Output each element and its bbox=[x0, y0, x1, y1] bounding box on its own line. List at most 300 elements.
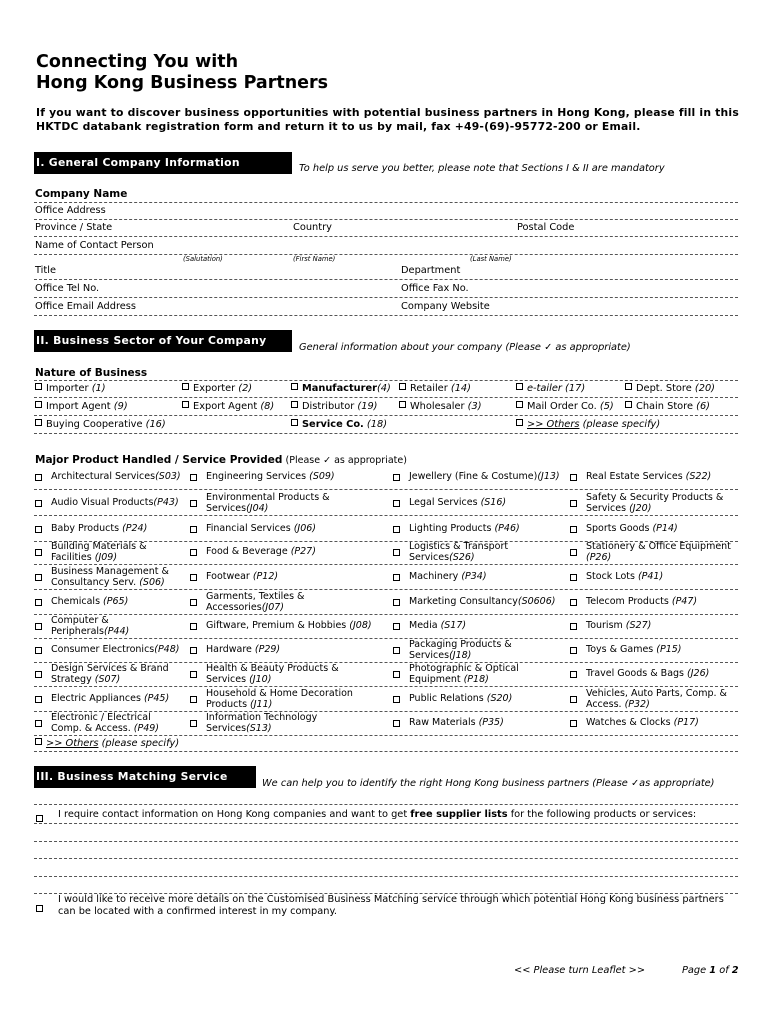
product-option[interactable] bbox=[35, 711, 185, 735]
checkbox[interactable] bbox=[570, 500, 577, 507]
product-label bbox=[51, 638, 183, 662]
product-option[interactable] bbox=[35, 491, 185, 515]
product-option[interactable] bbox=[190, 687, 380, 711]
product-code: (S16) bbox=[480, 497, 507, 509]
product-name: Baby Products bbox=[51, 523, 123, 535]
product-option[interactable] bbox=[393, 711, 565, 735]
product-text bbox=[51, 523, 147, 535]
product-name: Sports Goods bbox=[586, 523, 653, 535]
product-code: (S0606) bbox=[517, 596, 556, 608]
product-code: (P32) bbox=[624, 699, 650, 710]
product-code: (S09) bbox=[309, 471, 335, 483]
product-text bbox=[51, 693, 169, 705]
checkbox[interactable] bbox=[190, 549, 197, 556]
fax-label: Office Fax No. bbox=[401, 283, 469, 294]
section-1-note: To help us serve you better, please note that Sections I & II are mandatory bbox=[299, 163, 665, 174]
section-3-heading: III. Business Matching Service bbox=[34, 766, 256, 788]
products-row-divider bbox=[34, 489, 738, 490]
product-code: (P15) bbox=[656, 644, 682, 656]
products-row-divider bbox=[34, 515, 738, 516]
product-name: Footwear bbox=[206, 571, 253, 583]
checkbox[interactable] bbox=[399, 383, 406, 390]
checkbox[interactable] bbox=[35, 500, 42, 507]
checkbox[interactable] bbox=[35, 401, 42, 408]
product-option[interactable] bbox=[570, 638, 740, 662]
page-title bbox=[36, 52, 328, 94]
product-label bbox=[586, 638, 738, 662]
product-code: (P46) bbox=[494, 523, 520, 535]
product-option[interactable] bbox=[393, 465, 565, 489]
matching-service-checkbox[interactable] bbox=[36, 905, 43, 912]
product-label bbox=[409, 711, 563, 735]
checkbox[interactable] bbox=[35, 474, 42, 481]
product-option[interactable] bbox=[190, 465, 380, 489]
checkbox[interactable] bbox=[182, 383, 189, 390]
checkbox[interactable] bbox=[190, 720, 197, 727]
checkbox[interactable] bbox=[35, 526, 42, 533]
product-name: Hardware bbox=[206, 644, 255, 656]
checkbox[interactable] bbox=[291, 401, 298, 408]
product-name: Environmental Products & Services bbox=[206, 491, 330, 514]
product-label bbox=[206, 491, 378, 515]
product-name: Tourism bbox=[586, 620, 626, 632]
product-option[interactable] bbox=[35, 638, 185, 662]
product-option[interactable] bbox=[35, 565, 185, 589]
product-option[interactable] bbox=[190, 614, 380, 638]
product-name: Safety & Security Products & Services bbox=[586, 491, 724, 514]
product-name: Telecom Products bbox=[586, 596, 672, 608]
product-code: (J08) bbox=[349, 620, 372, 632]
product-option[interactable] bbox=[570, 711, 740, 735]
product-code: (P12) bbox=[252, 571, 279, 583]
product-code: (P41) bbox=[637, 571, 664, 583]
checkbox[interactable] bbox=[190, 671, 197, 678]
department-label: Department bbox=[401, 265, 461, 276]
product-name: Garments, Textiles & Accessories bbox=[206, 590, 305, 613]
tel-fax-field[interactable] bbox=[34, 297, 738, 298]
product-text bbox=[409, 639, 563, 662]
product-text bbox=[51, 712, 183, 735]
product-name: Lighting Products bbox=[409, 523, 495, 535]
product-text bbox=[586, 688, 738, 711]
checkbox[interactable] bbox=[393, 526, 400, 533]
checkbox[interactable] bbox=[35, 720, 42, 727]
product-text bbox=[51, 497, 179, 509]
product-name: Watches & Clocks bbox=[586, 717, 674, 729]
product-label bbox=[409, 565, 563, 589]
checkbox[interactable] bbox=[570, 599, 577, 606]
product-option[interactable] bbox=[190, 491, 380, 515]
checkbox[interactable] bbox=[35, 383, 42, 390]
tel-label: Office Tel No. bbox=[35, 283, 100, 294]
checkbox[interactable] bbox=[393, 647, 400, 654]
product-name: Stock Lots bbox=[586, 571, 638, 583]
product-option[interactable] bbox=[35, 540, 185, 564]
first-name-hint: (First Name) bbox=[293, 255, 336, 263]
product-name: Travel Goods & Bags bbox=[586, 668, 688, 680]
product-code: (P34) bbox=[461, 571, 487, 583]
nature-divider bbox=[34, 415, 738, 416]
product-label bbox=[51, 491, 183, 515]
product-code: (J13) bbox=[537, 471, 560, 483]
checkbox[interactable] bbox=[393, 671, 400, 678]
product-name: Real Estate Services bbox=[586, 471, 686, 483]
checkbox[interactable] bbox=[393, 500, 400, 507]
turn-leaflet-note: << Please turn Leaflet >> bbox=[514, 965, 646, 976]
product-label bbox=[206, 711, 378, 735]
nature-importer[interactable]: Importer (1) bbox=[35, 383, 106, 394]
product-option[interactable] bbox=[35, 517, 185, 541]
checkbox[interactable] bbox=[190, 474, 197, 481]
checkbox[interactable] bbox=[35, 623, 42, 630]
product-label bbox=[409, 614, 563, 638]
products-heading-row: Major Product Handled / Service Provided (Please ✓ as appropriate) bbox=[35, 454, 407, 466]
product-text bbox=[409, 596, 555, 608]
checkbox[interactable] bbox=[190, 500, 197, 507]
product-text bbox=[586, 644, 682, 656]
checkbox[interactable] bbox=[190, 696, 197, 703]
page-number: Page 1 of 2 bbox=[682, 965, 739, 976]
checkbox[interactable] bbox=[291, 383, 298, 390]
nature-dept-store[interactable]: Dept. Store (20) bbox=[625, 383, 715, 394]
product-label bbox=[586, 662, 738, 686]
product-name: Logistics & Transport Services bbox=[409, 540, 509, 563]
country-label: Country bbox=[293, 222, 332, 233]
product-option[interactable] bbox=[35, 662, 185, 686]
section-3-divider bbox=[34, 804, 738, 805]
product-text bbox=[409, 620, 466, 632]
product-text bbox=[206, 712, 378, 735]
product-option[interactable] bbox=[393, 517, 565, 541]
product-text bbox=[51, 644, 179, 656]
nature-import-agent[interactable]: Import Agent (9) bbox=[35, 401, 128, 412]
nature-wholesaler[interactable]: Wholesaler (3) bbox=[399, 401, 482, 412]
product-text bbox=[409, 717, 504, 729]
product-code: (J11) bbox=[250, 699, 273, 710]
product-option[interactable] bbox=[570, 614, 740, 638]
product-text bbox=[206, 471, 335, 483]
email-website-field[interactable] bbox=[34, 315, 738, 316]
office-address-label: Office Address bbox=[35, 205, 106, 216]
product-label bbox=[586, 540, 738, 564]
last-name-hint: (Last Name) bbox=[470, 255, 512, 263]
section-2-heading: II. Business Sector of Your Company bbox=[34, 330, 292, 352]
nature-exporter[interactable]: Exporter (2) bbox=[182, 383, 252, 394]
nature-distributor[interactable]: Distributor (19) bbox=[291, 401, 378, 412]
product-code: (P45) bbox=[143, 693, 170, 705]
product-option[interactable] bbox=[190, 517, 380, 541]
supplier-list-line[interactable] bbox=[34, 876, 738, 877]
product-text bbox=[206, 523, 316, 535]
nature-retailer[interactable]: Retailer (14) bbox=[399, 383, 471, 394]
product-option[interactable] bbox=[570, 465, 740, 489]
product-option[interactable] bbox=[393, 491, 565, 515]
product-option[interactable] bbox=[570, 540, 740, 564]
website-label: Company Website bbox=[401, 301, 490, 312]
checkbox[interactable] bbox=[35, 549, 42, 556]
product-code: (S07) bbox=[94, 674, 121, 685]
checkbox[interactable] bbox=[190, 574, 197, 581]
checkbox[interactable] bbox=[35, 696, 42, 703]
office-address-field[interactable] bbox=[34, 219, 738, 220]
product-text bbox=[206, 688, 378, 711]
product-option[interactable] bbox=[570, 565, 740, 589]
product-option[interactable] bbox=[190, 711, 380, 735]
checkbox[interactable] bbox=[35, 574, 42, 581]
nature-manufacturer[interactable]: Manufacturer(4) bbox=[291, 383, 391, 394]
product-label bbox=[586, 565, 738, 589]
checkbox[interactable] bbox=[393, 574, 400, 581]
product-name: Design Services & Brand Strategy bbox=[51, 662, 169, 685]
products-others[interactable]: >> Others (please specify) bbox=[35, 738, 179, 749]
checkbox[interactable] bbox=[570, 647, 577, 654]
product-name: Public Relations bbox=[409, 693, 487, 705]
nature-chain-store[interactable]: Chain Store (6) bbox=[625, 401, 710, 412]
product-code: (S06) bbox=[139, 577, 165, 588]
checkbox[interactable] bbox=[393, 549, 400, 556]
product-label bbox=[409, 491, 563, 515]
checkbox[interactable] bbox=[516, 383, 523, 390]
product-option[interactable] bbox=[393, 590, 565, 614]
checkbox[interactable] bbox=[570, 574, 577, 581]
nature-others[interactable]: >> Others (please specify) bbox=[516, 419, 660, 430]
product-name: Legal Services bbox=[409, 497, 481, 509]
checkbox[interactable] bbox=[393, 623, 400, 630]
nature-buying-coop[interactable]: Buying Cooperative (16) bbox=[35, 419, 166, 430]
salutation-hint: (Salutation) bbox=[183, 255, 223, 263]
product-code: (J09) bbox=[94, 552, 118, 563]
title-department-field[interactable] bbox=[34, 279, 738, 280]
title-label: Title bbox=[35, 265, 56, 276]
checkbox[interactable] bbox=[625, 401, 632, 408]
nature-export-agent[interactable]: Export Agent (8) bbox=[182, 401, 274, 412]
product-name: Packaging Products & Services bbox=[409, 638, 512, 661]
checkbox[interactable] bbox=[35, 671, 42, 678]
product-name: Chemicals bbox=[51, 596, 104, 608]
supplier-list-line[interactable] bbox=[34, 823, 738, 824]
postal-code-label: Postal Code bbox=[517, 222, 575, 233]
product-text bbox=[206, 663, 378, 686]
title-line-2: Hong Kong Business Partners bbox=[36, 73, 329, 93]
title-line-1: Connecting You with bbox=[36, 52, 239, 72]
email-label: Office Email Address bbox=[35, 301, 137, 312]
product-text bbox=[206, 591, 378, 614]
checkbox[interactable] bbox=[35, 647, 42, 654]
product-name: Marketing Consultancy bbox=[409, 596, 518, 608]
checkbox[interactable] bbox=[182, 401, 189, 408]
nature-mail-order[interactable]: Mail Order Co. (5) bbox=[516, 401, 614, 412]
product-text bbox=[586, 471, 711, 483]
product-code: (P29) bbox=[254, 644, 281, 656]
checkbox[interactable] bbox=[35, 738, 42, 745]
product-text bbox=[206, 620, 372, 632]
product-label bbox=[206, 565, 378, 589]
product-option[interactable] bbox=[190, 590, 380, 614]
product-option[interactable] bbox=[570, 687, 740, 711]
product-name: Household & Home Decoration Products bbox=[206, 687, 353, 710]
product-label bbox=[206, 687, 378, 711]
checkbox[interactable] bbox=[190, 623, 197, 630]
product-code: (P48) bbox=[154, 644, 180, 656]
product-option[interactable] bbox=[393, 638, 565, 662]
product-option[interactable] bbox=[35, 687, 185, 711]
product-name: Machinery bbox=[409, 571, 462, 583]
product-label bbox=[51, 465, 183, 489]
product-label bbox=[206, 614, 378, 638]
checkbox[interactable] bbox=[190, 599, 197, 606]
checkbox[interactable] bbox=[399, 401, 406, 408]
product-code: (S03) bbox=[155, 471, 181, 483]
checkbox[interactable] bbox=[625, 383, 632, 390]
company-name-field[interactable] bbox=[34, 202, 738, 203]
product-code: (P18) bbox=[463, 674, 489, 685]
product-label bbox=[409, 662, 563, 686]
section-3-note: We can help you to identify the right Hong Kong business partners (Please ✓as appropriate) bbox=[262, 778, 715, 789]
nature-service-co[interactable]: Service Co. (18) bbox=[291, 419, 387, 430]
product-text bbox=[409, 693, 512, 705]
product-name: Business Management & Consultancy Serv. bbox=[51, 565, 169, 588]
checkbox[interactable] bbox=[35, 599, 42, 606]
nature-heading: Nature of Business bbox=[35, 367, 148, 379]
product-label bbox=[51, 614, 183, 638]
product-name: Engineering Services bbox=[206, 471, 310, 483]
nature-etailer[interactable]: e-tailer (17) bbox=[516, 383, 585, 394]
product-label bbox=[586, 590, 738, 614]
product-label bbox=[409, 465, 563, 489]
product-text bbox=[51, 541, 183, 564]
product-label bbox=[51, 687, 183, 711]
checkbox[interactable] bbox=[190, 647, 197, 654]
product-name: Information Technology Services bbox=[206, 711, 318, 734]
product-label bbox=[206, 590, 378, 614]
product-code: (S20) bbox=[486, 693, 513, 705]
product-text bbox=[51, 471, 181, 483]
product-label bbox=[51, 540, 183, 564]
checkbox[interactable] bbox=[516, 401, 523, 408]
product-name: Health & Beauty Products & Services bbox=[206, 662, 339, 685]
product-name: Photographic & Optical Equipment bbox=[409, 662, 519, 685]
product-text bbox=[409, 523, 520, 535]
checkbox[interactable] bbox=[570, 720, 577, 727]
product-code: (J26) bbox=[687, 668, 710, 680]
company-name-label: Company Name bbox=[35, 188, 128, 200]
checkbox[interactable] bbox=[570, 526, 577, 533]
product-name: Food & Beverage bbox=[206, 546, 291, 558]
checkbox[interactable] bbox=[516, 419, 523, 426]
checkbox[interactable] bbox=[570, 549, 577, 556]
product-text bbox=[409, 663, 563, 686]
supplier-list-checkbox[interactable] bbox=[36, 815, 43, 822]
product-name: Vehicles, Auto Parts, Comp. & Access. bbox=[586, 687, 727, 710]
product-name: Raw Materials bbox=[409, 717, 479, 729]
product-text bbox=[51, 615, 183, 638]
product-text bbox=[586, 523, 678, 535]
product-code: (P47) bbox=[671, 596, 698, 608]
product-text bbox=[409, 541, 563, 564]
product-label bbox=[586, 687, 738, 711]
product-option[interactable] bbox=[35, 614, 185, 638]
product-text bbox=[586, 541, 738, 564]
product-label bbox=[586, 614, 738, 638]
product-label bbox=[586, 465, 738, 489]
product-code: (P43) bbox=[153, 497, 179, 509]
product-text bbox=[586, 596, 697, 608]
supplier-list-line[interactable] bbox=[34, 841, 738, 842]
product-option[interactable] bbox=[570, 662, 740, 686]
product-option[interactable] bbox=[393, 565, 565, 589]
product-label bbox=[206, 662, 378, 686]
product-text bbox=[51, 663, 183, 686]
product-option[interactable] bbox=[393, 614, 565, 638]
product-option[interactable] bbox=[35, 465, 185, 489]
product-name: Architectural Services bbox=[51, 471, 156, 483]
product-option[interactable] bbox=[190, 540, 380, 564]
product-name: Building Materials & Facilities bbox=[51, 540, 147, 563]
product-option[interactable] bbox=[570, 517, 740, 541]
product-code: (J07) bbox=[261, 602, 284, 613]
product-text bbox=[586, 571, 663, 583]
product-code: (P17) bbox=[673, 717, 699, 729]
product-code: (S26) bbox=[449, 552, 475, 563]
contact-person-field[interactable] bbox=[34, 254, 738, 255]
product-label bbox=[586, 711, 738, 735]
product-option[interactable] bbox=[35, 590, 185, 614]
products-row-divider bbox=[34, 735, 738, 736]
product-code: (J10) bbox=[249, 674, 272, 685]
checkbox[interactable] bbox=[393, 599, 400, 606]
province-country-postal-field[interactable] bbox=[34, 236, 738, 237]
checkbox[interactable] bbox=[570, 671, 577, 678]
checkbox[interactable] bbox=[291, 419, 298, 426]
product-label bbox=[51, 517, 183, 541]
product-label bbox=[51, 565, 183, 589]
product-option[interactable] bbox=[190, 565, 380, 589]
product-text bbox=[409, 497, 506, 509]
product-option[interactable] bbox=[393, 540, 565, 564]
supplier-list-line[interactable] bbox=[34, 858, 738, 859]
product-code: (J06) bbox=[293, 523, 317, 535]
checkbox[interactable] bbox=[393, 720, 400, 727]
checkbox[interactable] bbox=[570, 623, 577, 630]
product-code: (J20) bbox=[629, 503, 652, 514]
checkbox[interactable] bbox=[570, 696, 577, 703]
checkbox[interactable] bbox=[570, 474, 577, 481]
product-option[interactable] bbox=[570, 590, 740, 614]
product-option[interactable] bbox=[393, 687, 565, 711]
product-name: Consumer Electronics bbox=[51, 644, 155, 656]
product-text bbox=[586, 620, 651, 632]
product-label bbox=[206, 465, 378, 489]
product-name: Jewellery (Fine & Costume) bbox=[409, 471, 538, 483]
checkbox[interactable] bbox=[35, 419, 42, 426]
product-option[interactable] bbox=[570, 491, 740, 515]
product-option[interactable] bbox=[393, 662, 565, 686]
product-text bbox=[409, 571, 487, 583]
province-label: Province / State bbox=[35, 222, 113, 233]
checkbox[interactable] bbox=[190, 526, 197, 533]
product-option[interactable] bbox=[190, 638, 380, 662]
product-option[interactable] bbox=[190, 662, 380, 686]
product-text bbox=[206, 571, 278, 583]
supplier-list-text: I require contact information on Hong Kong companies and want to get free supplier lists for the following products or services: bbox=[58, 809, 697, 820]
product-label bbox=[409, 590, 563, 614]
product-label bbox=[206, 638, 378, 662]
product-text bbox=[206, 546, 316, 558]
product-name: Toys & Games bbox=[586, 644, 657, 656]
product-name: Financial Services bbox=[206, 523, 294, 535]
checkbox[interactable] bbox=[393, 696, 400, 703]
checkbox[interactable] bbox=[393, 474, 400, 481]
